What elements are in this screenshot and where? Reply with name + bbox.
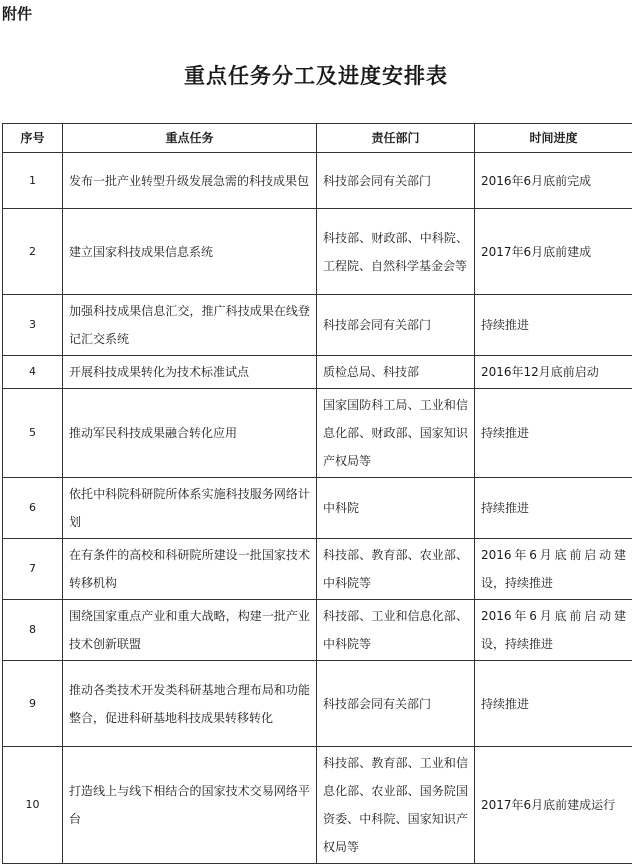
task-table xyxy=(2,123,632,864)
row-dept: 质检总局、科技部 xyxy=(317,356,475,389)
row-time: 2017年6月底前建成 xyxy=(475,209,632,295)
row-no: 4 xyxy=(3,356,63,389)
table-row xyxy=(3,209,632,295)
table-row xyxy=(3,600,632,661)
header-time: 时间进度 xyxy=(475,124,632,153)
table-row xyxy=(3,356,632,389)
row-dept: 国家国防科工局、工业和信息化部、财政部、国家知识产权局等 xyxy=(317,389,475,478)
table-row xyxy=(3,478,632,539)
header-dept: 责任部门 xyxy=(317,124,475,153)
row-time: 2016年6月底前完成 xyxy=(475,153,632,209)
row-time: 持续推进 xyxy=(475,295,632,356)
row-time: 2017年6月底前建成运行 xyxy=(475,747,632,864)
row-no: 1 xyxy=(3,153,63,209)
row-task: 打造线上与线下相结合的国家技术交易网络平台 xyxy=(63,747,317,864)
row-time: 2016年12月底前启动 xyxy=(475,356,632,389)
table-row xyxy=(3,295,632,356)
row-no: 5 xyxy=(3,389,63,478)
row-dept: 科技部、工业和信息化部、中科院等 xyxy=(317,600,475,661)
row-task: 建立国家科技成果信息系统 xyxy=(63,209,317,295)
row-dept: 科技部会同有关部门 xyxy=(317,295,475,356)
row-time: 持续推进 xyxy=(475,661,632,747)
row-no: 8 xyxy=(3,600,63,661)
row-task: 推动军民科技成果融合转化应用 xyxy=(63,389,317,478)
table-row xyxy=(3,747,632,864)
row-dept: 科技部会同有关部门 xyxy=(317,153,475,209)
row-time: 2016年6月底前启动建设，持续推进 xyxy=(475,539,632,600)
row-no: 7 xyxy=(3,539,63,600)
row-no: 3 xyxy=(3,295,63,356)
row-no: 6 xyxy=(3,478,63,539)
row-task: 在有条件的高校和科研院所建设一批国家技术转移机构 xyxy=(63,539,317,600)
row-dept: 科技部、财政部、中科院、工程院、自然科学基金会等 xyxy=(317,209,475,295)
row-dept: 科技部、教育部、农业部、中科院等 xyxy=(317,539,475,600)
row-time: 2016年6月底前启动建设，持续推进 xyxy=(475,600,632,661)
page-title: 重点任务分工及进度安排表 xyxy=(0,60,632,92)
row-dept: 科技部会同有关部门 xyxy=(317,661,475,747)
row-task: 推动各类技术开发类科研基地合理布局和功能整合，促进科研基地科技成果转移转化 xyxy=(63,661,317,747)
row-task: 发布一批产业转型升级发展急需的科技成果包 xyxy=(63,153,317,209)
header-task: 重点任务 xyxy=(63,124,317,153)
table-row xyxy=(3,661,632,747)
row-dept: 科技部、教育部、工业和信息化部、农业部、国务院国资委、中科院、国家知识产权局等 xyxy=(317,747,475,864)
row-no: 2 xyxy=(3,209,63,295)
table-header-row xyxy=(3,124,632,153)
header-no: 序号 xyxy=(3,124,63,153)
table-row xyxy=(3,153,632,209)
row-no: 10 xyxy=(3,747,63,864)
table-row xyxy=(3,389,632,478)
table-row xyxy=(3,539,632,600)
row-time: 持续推进 xyxy=(475,478,632,539)
attachment-label: 附件 xyxy=(2,4,32,24)
row-task: 开展科技成果转化为技术标准试点 xyxy=(63,356,317,389)
row-time: 持续推进 xyxy=(475,389,632,478)
row-task: 围绕国家重点产业和重大战略，构建一批产业技术创新联盟 xyxy=(63,600,317,661)
row-no: 9 xyxy=(3,661,63,747)
row-dept: 中科院 xyxy=(317,478,475,539)
row-task: 依托中科院科研院所体系实施科技服务网络计划 xyxy=(63,478,317,539)
row-task: 加强科技成果信息汇交，推广科技成果在线登记汇交系统 xyxy=(63,295,317,356)
